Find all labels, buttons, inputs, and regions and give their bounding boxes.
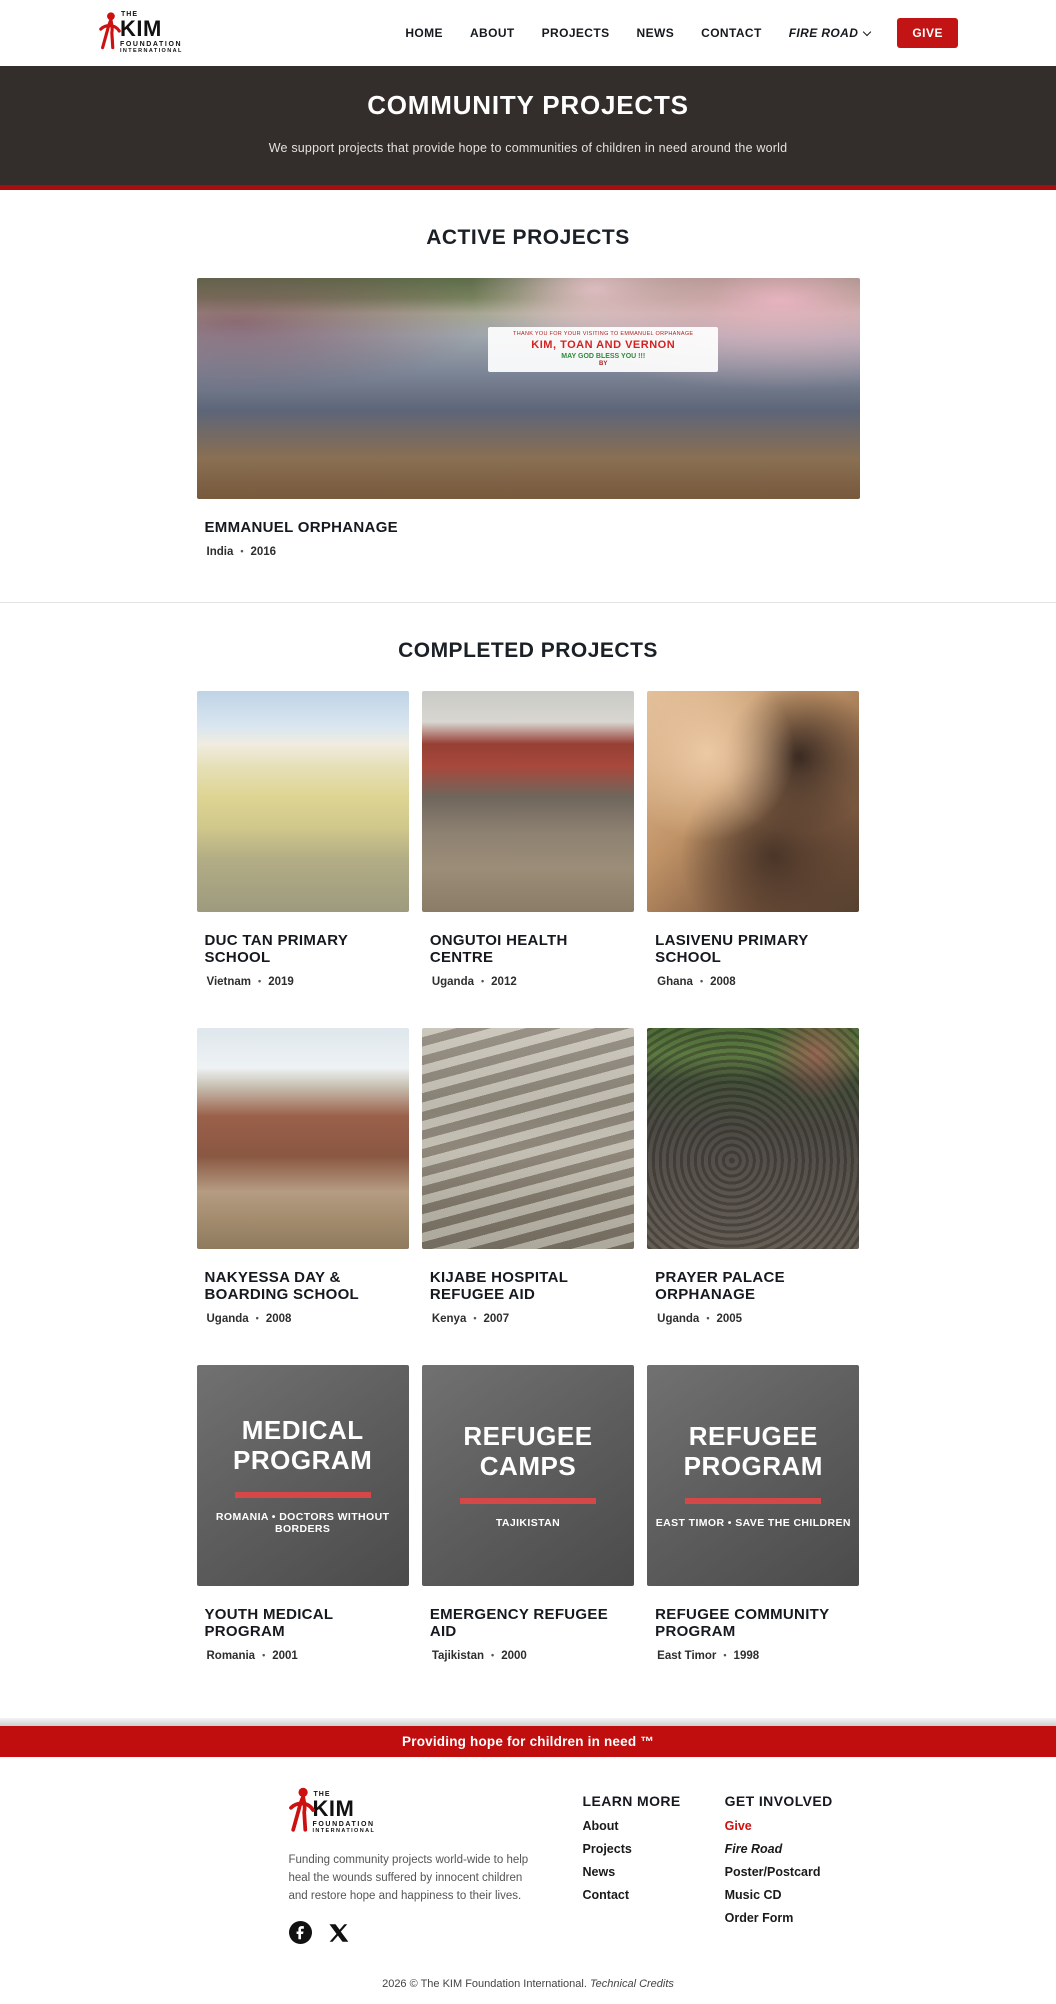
site-header: [0, 0, 1056, 66]
site-logo[interactable]: [98, 10, 183, 57]
project-year: 2016: [250, 546, 277, 558]
project-meta: Ghana • 2008: [657, 976, 736, 988]
footer-link-poster-postcard[interactable]: Poster/Postcard: [724, 1865, 821, 1879]
footer-link-give[interactable]: Give: [724, 1819, 752, 1833]
bullet-separator: •: [240, 546, 244, 556]
copyright: [0, 1978, 1056, 1990]
project-photo-lasivenu[interactable]: [647, 691, 859, 912]
project-title[interactable]: YOUTH MEDICAL PROGRAM: [204, 1606, 334, 1640]
chevron-down-icon: [863, 27, 871, 35]
tagline-banner: [0, 1726, 1056, 1757]
project-title[interactable]: ONGUTOI HEALTH CENTRE: [429, 932, 568, 966]
bullet-separator: •: [262, 1650, 266, 1660]
project-photo-prayer-palace[interactable]: [647, 1028, 859, 1249]
project-meta: Romania • 2001: [206, 1650, 298, 1662]
footer-description: Funding community projects world-wide to help heal the wounds suffered by innocent children and restore hope and happiness to their lives.: [288, 1854, 529, 1902]
project-title[interactable]: NAKYESSA DAY & BOARDING SCHOOL: [204, 1269, 359, 1303]
social-links: [289, 1921, 539, 1944]
photo-banner: THANK YOU FOR YOUR VISITING TO EMMANUEL ORPHANAGE KIM, TOAN AND VERNON MAY GOD BLESS YOU !!! BY: [488, 327, 718, 372]
project-photo-kijabe[interactable]: [422, 1028, 634, 1249]
project-title[interactable]: KIJABE HOSPITAL REFUGEE AID: [429, 1269, 568, 1303]
project-card-lasivenu: [647, 691, 859, 988]
project-tile-refugee-program[interactable]: REFUGEE PROGRAM EAST TIMOR • SAVE THE CHILDREN: [647, 1365, 859, 1586]
project-card-kijabe: [422, 1028, 634, 1325]
project-card-youth-medical: [197, 1365, 409, 1662]
main-nav: [405, 18, 958, 48]
footer-link-projects[interactable]: Projects: [582, 1842, 632, 1856]
project-tile-medical-program[interactable]: MEDICAL PROGRAM ROMANIA • DOCTORS WITHOUT BORDERS: [197, 1365, 409, 1586]
facebook-icon[interactable]: [289, 1921, 312, 1944]
bullet-separator: •: [723, 1650, 727, 1660]
hero-banner: [0, 66, 1056, 190]
page-title: COMMUNITY PROJECTS: [367, 90, 689, 120]
nav-projects[interactable]: PROJECTS: [541, 26, 610, 40]
project-photo-emmanuel-orphanage[interactable]: [197, 278, 860, 499]
active-projects-section: [197, 190, 860, 558]
give-button[interactable]: GIVE: [897, 18, 958, 48]
kim-figure-icon: [98, 10, 118, 57]
bullet-separator: •: [473, 1313, 477, 1323]
nav-news[interactable]: NEWS: [636, 26, 675, 40]
bullet-separator: •: [491, 1650, 495, 1660]
footer-learn-more: [583, 1787, 681, 1944]
nav-contact[interactable]: CONTACT: [701, 26, 762, 40]
red-accent-bar: [685, 1498, 821, 1504]
project-meta: Uganda • 2008: [206, 1313, 292, 1325]
project-card-emergency-refugee: [422, 1365, 634, 1662]
copyright-text: 2026 © The KIM Foundation International.: [382, 1978, 587, 1991]
bullet-separator: •: [481, 976, 485, 986]
project-photo-nakyessa[interactable]: [197, 1028, 409, 1249]
red-accent-bar: [460, 1498, 596, 1504]
footer-link-news[interactable]: News: [582, 1865, 616, 1879]
project-meta: [207, 546, 860, 558]
logo-the: THE: [121, 11, 138, 19]
footer-logo[interactable]: THE KIM FOUNDATION INTERNATIONAL: [289, 1787, 539, 1838]
red-accent-bar: [235, 1492, 371, 1498]
page-subtitle: We support projects that provide hope to communities of children in need around the world: [268, 141, 788, 155]
footer-link-fire-road[interactable]: Fire Road: [724, 1842, 783, 1856]
nav-home[interactable]: HOME: [405, 26, 443, 40]
project-meta: Vietnam • 2019: [206, 976, 294, 988]
project-meta: Uganda • 2005: [657, 1313, 743, 1325]
project-title[interactable]: DUC TAN PRIMARY SCHOOL: [204, 932, 348, 966]
nav-about[interactable]: ABOUT: [469, 26, 515, 40]
logo-international: INTERNATIONAL: [120, 48, 183, 55]
completed-projects-grid: [197, 691, 860, 1662]
logo-foundation: FOUNDATION: [120, 41, 183, 49]
tagline-text: Providing hope for children in need ™: [402, 1734, 654, 1749]
footer-link-about[interactable]: About: [582, 1819, 619, 1833]
bullet-separator: •: [258, 976, 262, 986]
active-projects-heading: ACTIVE PROJECTS: [426, 226, 630, 249]
project-meta: Tajikistan • 2000: [431, 1650, 527, 1662]
project-title[interactable]: REFUGEE COMMUNITY PROGRAM: [655, 1606, 830, 1640]
project-card-prayer-palace: [647, 1028, 859, 1325]
project-card-nakyessa: [197, 1028, 409, 1325]
kim-figure-icon: [289, 1787, 311, 1838]
project-title[interactable]: EMERGENCY REFUGEE AID: [429, 1606, 609, 1640]
project-meta: Uganda • 2012: [431, 976, 517, 988]
nav-fire-road[interactable]: FIRE ROAD: [789, 26, 871, 40]
learn-more-heading: LEARN MORE: [582, 1793, 681, 1809]
project-photo-ongutoi[interactable]: [422, 691, 634, 912]
project-card-duc-tan: [197, 691, 409, 988]
section-shadow: [0, 1718, 1056, 1726]
project-tile-refugee-camps[interactable]: REFUGEE CAMPS TAJIKISTAN: [422, 1365, 634, 1586]
project-meta: Kenya • 2007: [431, 1313, 510, 1325]
bullet-separator: •: [706, 1313, 710, 1323]
project-title[interactable]: LASIVENU PRIMARY SCHOOL: [655, 932, 809, 966]
footer-get-involved: [725, 1787, 833, 1944]
project-title[interactable]: PRAYER PALACE ORPHANAGE: [655, 1269, 785, 1303]
project-title[interactable]: EMMANUEL ORPHANAGE: [204, 519, 398, 536]
project-card-refugee-community: [647, 1365, 859, 1662]
x-twitter-icon[interactable]: [328, 1922, 350, 1944]
completed-projects-heading: COMPLETED PROJECTS: [398, 639, 658, 662]
project-location: India: [206, 546, 234, 558]
logo-kim: KIM: [120, 16, 162, 42]
project-card-ongutoi: [422, 691, 634, 988]
project-meta: East Timor • 1998: [657, 1650, 760, 1662]
get-involved-heading: GET INVOLVED: [724, 1793, 833, 1809]
site-footer: [0, 1757, 1056, 2004]
footer-link-order-form[interactable]: Order Form: [724, 1911, 794, 1925]
technical-credits-link[interactable]: Technical Credits: [589, 1978, 674, 1991]
completed-projects-section: [197, 603, 860, 1718]
project-card-emmanuel-orphanage: [197, 278, 860, 558]
footer-link-contact[interactable]: Contact: [582, 1888, 630, 1902]
footer-brand: [289, 1787, 539, 1944]
bullet-separator: •: [699, 976, 704, 986]
project-photo-duc-tan[interactable]: [197, 691, 409, 912]
footer-link-music-cd[interactable]: Music CD: [724, 1888, 782, 1902]
bullet-separator: •: [255, 1313, 259, 1323]
